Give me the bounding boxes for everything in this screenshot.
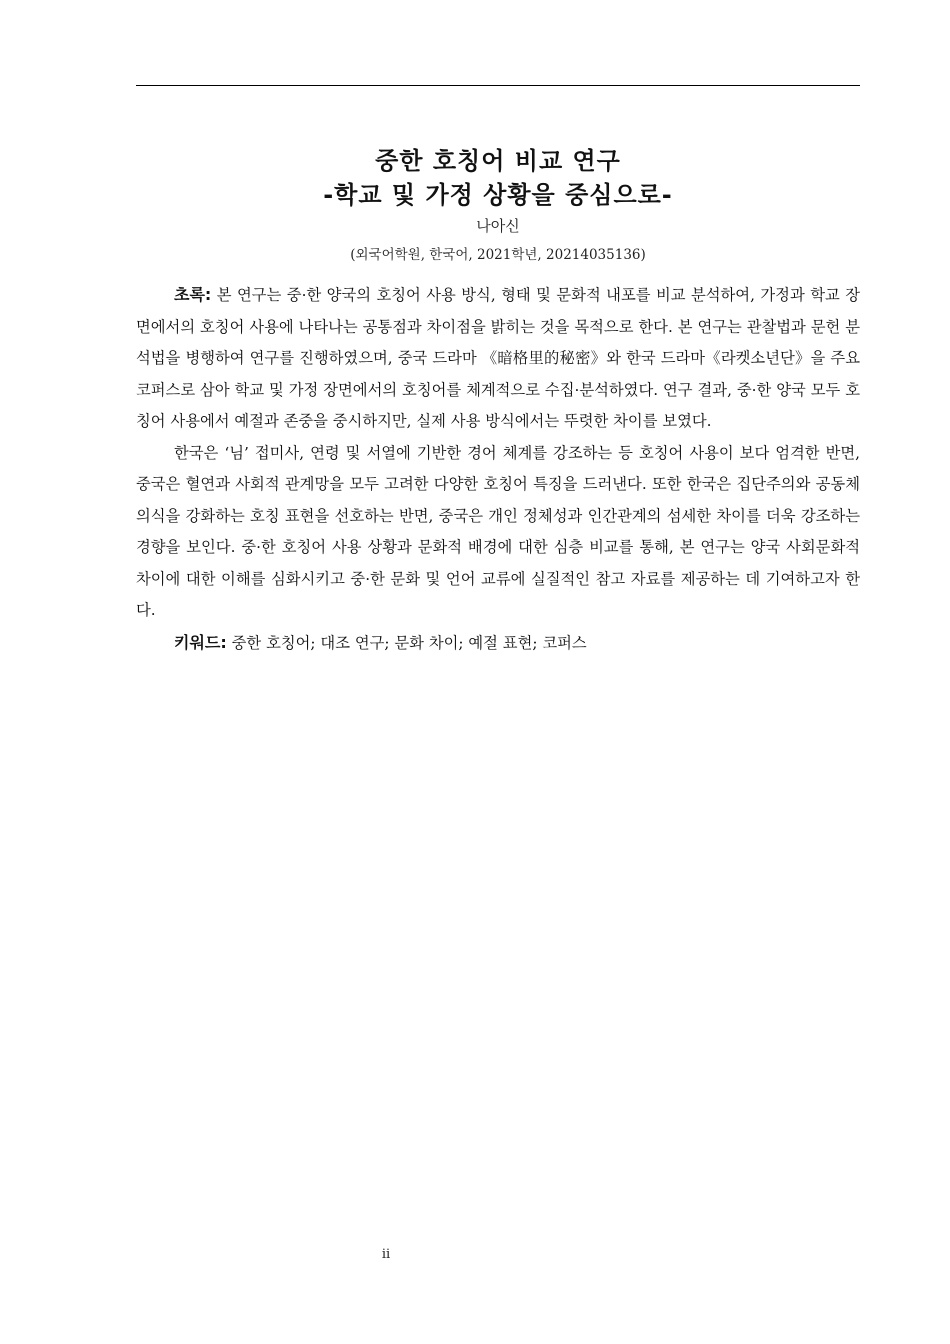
author-name: 나아신 xyxy=(476,217,520,235)
abstract-paragraph-1 xyxy=(136,279,860,438)
paper-title: 중한 호칭어 비교 연구 xyxy=(375,147,621,175)
paper-subtitle: -학교 및 가정 상황을 중심으로- xyxy=(323,181,673,209)
abstract-section xyxy=(136,279,860,659)
page-number: ii xyxy=(381,1247,391,1262)
abstract-label: 초록: xyxy=(174,285,212,304)
keywords-text: 중한 호칭어; 대조 연구; 문화 차이; 예절 표현; 코퍼스 xyxy=(231,633,587,652)
keywords-paragraph xyxy=(136,627,860,660)
abstract-text-1: 본 연구는 중·한 양국의 호칭어 사용 방식, 형태 및 문화적 내포를 비교 분석하여, 가정과 학교 장면에서의 호칭어 사용에 나타나는 공통점과 차이점을 밝히는 것을 목적으로 한다. 본 연구는 관찰법과 문헌 분석법을 병행하여 연구를 진행하였으며, 중국 드라마 《暗格里的秘密》와 한국 드라마《라켓소년단》을 주요 코퍼스로 삼아 학교 및 가정 장면에서의 호칭어를 체계적으로 수집·분석하였다. 연구 결과, 중·한 양국 모두 호칭어 사용에서 예절과 존중을 중시하지만, 실제 사용 방식에서는 뚜렷한 차이를 보였다. xyxy=(136,286,860,430)
author-affiliation: (외국어학원, 한국어, 2021학년, 20214035136) xyxy=(350,247,646,263)
keywords-label: 키워드: xyxy=(174,632,227,652)
abstract-text-2: 한국은 ‘님’ 접미사, 연령 및 서열에 기반한 경어 체계를 강조하는 등 호칭어 사용이 보다 엄격한 반면, 중국은 혈연과 사회적 관계망을 모두 고려한 다양한 호칭어 특징을 드러낸다. 또한 한국은 집단주의와 공동체 의식을 강화하는 호칭 표현을 선호하는 반면, 중국은 개인 정체성과 인간관계의 섬세한 차이를 더욱 강조하는 경향을 보인다. 중·한 호칭어 사용 상황과 문화적 배경에 대한 심층 비교를 통해, 본 연구는 양국 사회문화적 차이에 대한 이해를 심화시키고 중·한 문화 및 언어 교류에 실질적인 참고 자료를 제공하는 데 기여하고자 한다. xyxy=(136,443,860,619)
header-rule xyxy=(136,85,860,86)
title-block xyxy=(136,144,860,264)
abstract-paragraph-2 xyxy=(136,438,860,627)
